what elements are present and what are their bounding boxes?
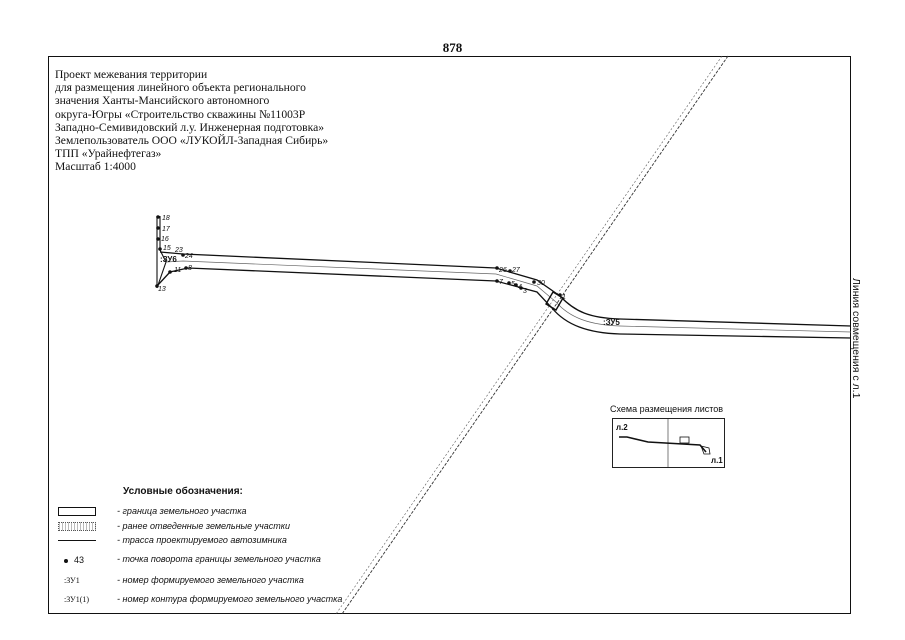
point-label: 16 [161, 236, 169, 243]
legend-zu-symbol: :ЗУ1 [64, 576, 80, 585]
point-label: 11 [174, 267, 182, 274]
point-label: 27 [512, 267, 520, 274]
title-line: Западно-Семивидовский л.у. Инженерная подготовка» [55, 120, 325, 134]
point-label: 18 [162, 215, 170, 222]
schema-sheet-2-label: л.2 [616, 423, 628, 432]
legend-point-number: 43 [74, 555, 85, 565]
point-label: 8 [188, 265, 192, 272]
legend-zu-contour-symbol: :ЗУ1(1) [64, 595, 90, 604]
legend-row [58, 534, 378, 548]
legend-row [58, 593, 378, 607]
legend-text: - номер контура формируемого земельного участка [117, 594, 343, 604]
schema-title: Схема размещения листов [610, 404, 724, 414]
point-label: 13 [158, 286, 166, 293]
match-line-label: Линия совмещения с л.1 [850, 278, 862, 399]
schema-sheet-1-label: л.1 [711, 456, 723, 465]
legend-title: Условные обозначения: [123, 486, 243, 497]
point-label: 24 [185, 253, 193, 260]
point-label: 23 [175, 247, 183, 254]
corridor-boundary-top [160, 252, 851, 326]
legend-text: - ранее отведенные земельные участки [117, 521, 291, 531]
schema-box [612, 418, 725, 468]
legend-row [58, 553, 378, 567]
point-label: 4 [518, 284, 522, 291]
legend-text: - номер формируемого земельного участка [117, 575, 304, 585]
legend-text: - граница земельного участка [117, 506, 247, 516]
legend-row [58, 505, 378, 519]
legend-point-symbol [64, 555, 84, 565]
page-number: 878 [442, 40, 463, 55]
point-label: 17 [162, 226, 170, 233]
turn-point [168, 270, 172, 274]
legend-row [58, 574, 378, 588]
title-line: для размещения линейного объекта регионального [55, 81, 306, 95]
turn-point [156, 237, 160, 241]
turn-point [156, 226, 160, 230]
legend-hatched-symbol [58, 522, 96, 531]
legend-text: - точка поворота границы земельного участка [117, 554, 321, 564]
title-line: округа-Югры «Строительство скважины №11003Р [55, 107, 306, 121]
point-label: 5 [511, 281, 515, 288]
turn-point [532, 280, 536, 284]
point-label: 30 [537, 280, 545, 287]
point-label: 1 [562, 294, 566, 301]
plot-label-zu6: :ЗУ6 [160, 255, 177, 264]
scale-label: Масштаб 1:4000 [55, 160, 136, 174]
legend-text: - трасса проектируемого автозимника [117, 535, 287, 545]
title-line: Землепользователь ООО «ЛУКОЙЛ-Западная Сибирь» [55, 134, 329, 148]
legend-boundary-symbol [58, 507, 96, 516]
title-line: ТПП «Урайнефтегаз» [55, 147, 162, 161]
legend-row [58, 520, 378, 534]
title-line: значения Ханты-Мансийского автономного [55, 94, 270, 108]
title-line: Проект межевания территории [55, 68, 208, 81]
legend-line-symbol [58, 540, 96, 541]
plot-label-zu5: :ЗУ5 [603, 318, 620, 327]
point-label: 26 [499, 267, 507, 274]
point-label: 7 [499, 279, 503, 286]
point-label: 15 [163, 245, 171, 252]
turn-point [156, 215, 160, 219]
corridor-boundary-bottom [157, 268, 851, 338]
turn-point [158, 247, 162, 251]
point-label: 3 [523, 288, 527, 295]
